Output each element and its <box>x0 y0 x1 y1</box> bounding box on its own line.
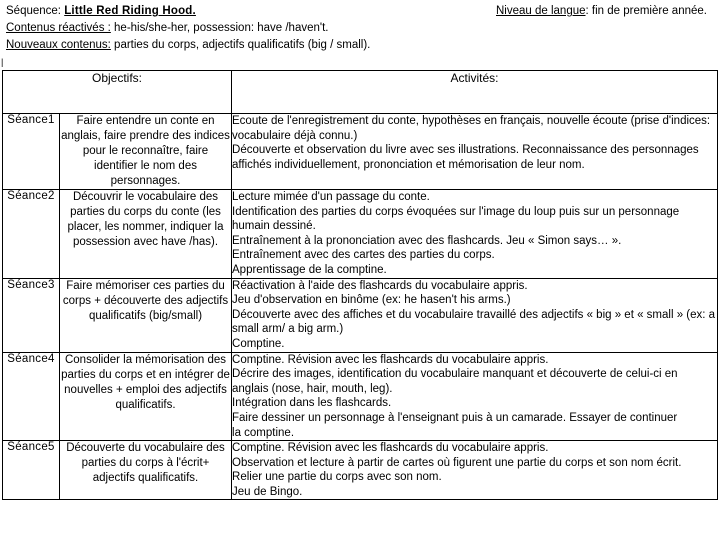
sequence-title: Little Red Riding Hood. <box>64 5 196 17</box>
table-row <box>3 352 718 441</box>
activite-line: Comptine. Révision avec les flashcards du vocabulaire appris. <box>232 353 549 366</box>
activite-line <box>232 396 717 439</box>
seance-label: Séance1 <box>3 114 60 190</box>
activite-line: Découverte et observation du livre avec ses illustrations. Reconnaissance des personnages affichés individuellement, prononciation et mémorisation de leur nom. <box>232 144 699 171</box>
activite-line: Lecture mimée d'un passage du conte. <box>232 191 430 203</box>
nouveaux-contenus-value: parties du corps, adjectifs qualificatifs (big / small). <box>110 39 371 51</box>
activite-line: Relier une partie du corps avec son nom. <box>232 471 442 484</box>
activite-line: Découverte avec des affiches et du vocabulaire travaillé des adjectifs « big » et « small » (ex: a small arm/ a big arm.) <box>232 308 716 336</box>
objectif-cell: Découvrir le vocabulaire des parties du corps du conte (les placer, les nommer, indiquer la possession avec have /has). <box>60 190 232 279</box>
table-row <box>3 190 718 279</box>
seance-label: Séance3 <box>3 278 60 352</box>
seance-label: Séance4 <box>3 352 60 441</box>
seance-label: Séance2 <box>3 190 60 279</box>
table-row <box>3 114 718 190</box>
objectif-cell: Faire mémoriser ces parties du corps + découverte des adjectifs qualificatifs (big/small) <box>60 278 232 352</box>
activite-line: Identification des parties du corps évoquées sur l'image du loup puis sur un personnage humain dessiné. <box>232 205 680 233</box>
activite-line-text: Intégration dans les flashcards. <box>232 397 392 410</box>
document-header <box>0 0 720 70</box>
activite-line: Réactivation à l'aide des flashcards du vocabulaire appris. <box>232 279 528 292</box>
activite-line: Jeu d'observation en binôme (ex: he hasen't his arms.) <box>232 294 511 307</box>
activites-cell <box>232 352 718 441</box>
contenus-reactives-label: Contenus réactivés : <box>6 22 111 34</box>
stray-mark: | <box>1 57 4 67</box>
nouveaux-contenus-line <box>6 37 714 54</box>
activite-line-trailing: Faire dessiner un personnage à l'enseignant puis à un camarade. Essayer de continuer la comptine. <box>232 411 678 439</box>
objectif-cell: Découverte du vocabulaire des parties du corps à l'écrit+ adjectifs qualificatifs. <box>60 441 232 500</box>
activites-cell <box>232 278 718 352</box>
sequence-label: Séquence: <box>6 5 61 17</box>
activite-line: Entraînement à la prononciation avec des flashcards. Jeu « Simon says… ». <box>232 234 622 247</box>
activite-line: Observation et lecture à partir de cartes où figurent une partie du corps et son nom écrit. <box>232 456 682 469</box>
table-header-row <box>3 71 718 114</box>
activite-line: Entraînement avec des cartes des parties du corps. <box>232 249 495 262</box>
niveau-de-langue <box>496 3 707 20</box>
column-header-activites: Activités: <box>232 71 718 114</box>
activites-cell <box>232 114 718 190</box>
nouveaux-contenus-label: Nouveaux contenus: <box>6 39 111 51</box>
activite-line: Ecoute de l'enregistrement du conte, hypothèses en français, nouvelle écoute (prise d'indices: vocabulaire déjà connu.) <box>232 115 711 142</box>
table-row <box>3 278 718 352</box>
objectif-cell: Consolider la mémorisation des parties du corps et en intégrer de nouvelles + emploi des adjectifs qualificatifs. <box>60 352 232 441</box>
sequence-plan-table <box>2 70 718 500</box>
niveau-value: : fin de première année. <box>585 5 707 17</box>
activites-cell <box>232 441 718 500</box>
activites-cell <box>232 190 718 279</box>
table-row <box>3 441 718 500</box>
activite-line: Décrire des images, identification du vocabulaire manquant et découverte de celui-ci en anglais (nose, hair, mouth, leg). <box>232 368 678 395</box>
contenus-reactives-line <box>6 20 714 37</box>
column-header-objectifs: Objectifs: <box>3 71 232 114</box>
sequence-line <box>6 3 714 20</box>
activite-line: Comptine. <box>232 337 285 350</box>
activite-line: Comptine. Révision avec les flashcards du vocabulaire appris. <box>232 442 549 455</box>
activite-line: Apprentissage de la comptine. <box>232 263 387 276</box>
niveau-label: Niveau de langue <box>496 5 586 17</box>
activite-line: Jeu de Bingo. <box>232 485 303 498</box>
objectif-cell: Faire entendre un conte en anglais, faire prendre des indices pour le reconnaître, faire identifier le nom des personnages. <box>60 114 232 190</box>
seance-label: Séance5 <box>3 441 60 500</box>
contenus-reactives-value: he-his/she-her, possession: have /haven't. <box>110 22 329 34</box>
